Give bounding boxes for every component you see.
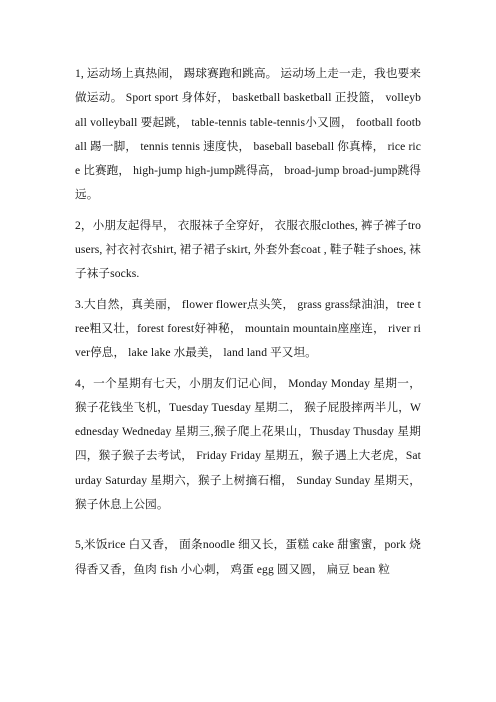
document-body <box>75 62 421 582</box>
paragraph-nature-chant: 3.大自然，真美丽， flower flower点头笑， grass grass绿油油，tree tree粗又壮，forest forest好神秘， mountain mountain座座连， river river停息， lake lake 水最美， land land 平又坦。 <box>75 297 421 360</box>
paragraph-food-chant: 5,米饭rice 白又香， 面条noodle 细又长，蛋糕 cake 甜蜜蜜，pork 烧得香又香，鱼肉 fish 小心刺， 鸡蛋 egg 圆又圆， 扁豆 bean 粒 <box>75 538 421 576</box>
paragraph-gap <box>75 517 421 533</box>
paragraph-sports-chant: 1, 运动场上真热闹， 踢球赛跑和跳高。 运动场上走一走，我也要来做运动。 Sport sport 身体好， basketball basketball 正投篮， volleyball volleyball 要起跳， table-tennis table-tennis小又圆， football football 踢一脚， tennis tennis 速度快， baseball baseball 你真棒， rice rice 比赛跑， high-jump high-jump跳得高， broad-jump broad-jump跳得远。 <box>75 67 421 202</box>
paragraph-clothes-chant: 2，小朋友起得早， 衣服袜子全穿好， 衣服衣服clothes, 裤子裤子trousers, 衬衣衬衣shirt, 裙子裙子skirt, 外套外套coat , 鞋子鞋子shoes, 袜子袜子socks. <box>75 218 421 281</box>
paragraph-weekdays-chant: 4，一个星期有七天，小朋友们记心间， Monday Monday 星期一，猴子花钱坐飞机，Tuesday Tuesday 星期二， 猴子屁股摔两半儿，Wednesday Wedneday 星期三,猴子爬上花果山，Thusday Thusday 星期四，猴子猴子去考试， Friday Friday 星期五，猴子遇上大老虎，Saturday Saturday 星期六，猴子上树摘石榴， Sunday Sunday 星期天，猴子休息上公园。 <box>75 376 421 512</box>
